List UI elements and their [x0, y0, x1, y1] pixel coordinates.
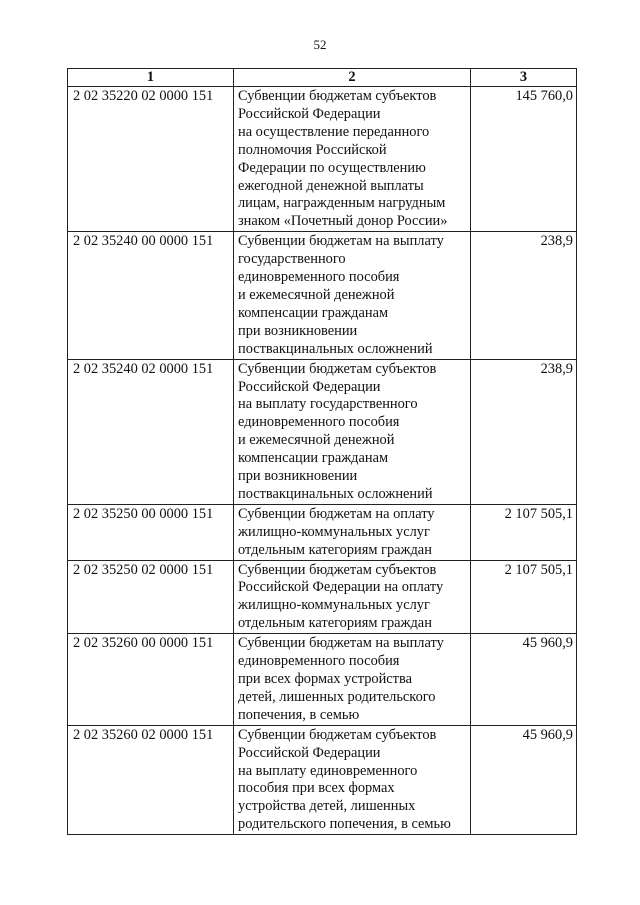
description-line: государственного	[238, 251, 346, 268]
description-line: жилищно-коммунальных услуг	[238, 523, 430, 540]
budget-code-cell: 2 02 35250 02 0000 151	[68, 560, 234, 634]
description-line: Российской Федерации	[238, 105, 381, 122]
page-number: 52	[313, 37, 327, 52]
description-line: Российской Федерации на оплату	[238, 579, 444, 596]
description-line: отдельным категориям граждан	[238, 615, 432, 632]
description-line: родительского попечения, в семью	[238, 816, 451, 833]
description-line: Федерации по осуществлению	[238, 159, 426, 176]
description-line: детей, лишенных родительского	[238, 688, 436, 705]
description-line: компенсации гражданам	[238, 450, 389, 467]
table-row	[68, 634, 577, 726]
description-line: компенсации гражданам	[238, 304, 389, 321]
amount-cell: 2 107 505,1	[471, 560, 577, 634]
table-row	[68, 87, 577, 232]
table-body	[68, 87, 577, 835]
description-line: Российской Федерации	[238, 378, 381, 395]
description-cell	[234, 725, 471, 834]
description-line: единовременного пособия	[238, 653, 400, 670]
description-line: жилищно-коммунальных услуг	[238, 597, 430, 614]
description-line: при возникновении	[238, 322, 358, 339]
budget-code-cell: 2 02 35250 00 0000 151	[68, 504, 234, 560]
amount-cell: 45 960,9	[471, 725, 577, 834]
amount-cell: 45 960,9	[471, 634, 577, 726]
table-row	[68, 725, 577, 834]
description-line: устройства детей, лишенных	[238, 798, 416, 815]
amount-cell: 238,9	[471, 359, 577, 504]
description-cell	[234, 232, 471, 359]
description-line: поствакцинальных осложнений	[238, 340, 433, 357]
description-line: Субвенции бюджетам на выплату	[238, 635, 444, 652]
description-line: при возникновении	[238, 468, 358, 485]
amount-cell: 2 107 505,1	[471, 504, 577, 560]
table-row	[68, 504, 577, 560]
amount-cell: 145 760,0	[471, 87, 577, 232]
budget-code-cell: 2 02 35240 00 0000 151	[68, 232, 234, 359]
description-line: единовременного пособия	[238, 269, 400, 286]
header-row	[68, 69, 577, 87]
description-line: Субвенции бюджетам субъектов	[238, 726, 437, 743]
description-line: на осуществление переданного	[238, 123, 430, 140]
description-line: полномочия Российской	[238, 141, 387, 158]
table-row	[68, 560, 577, 634]
description-line: попечения, в семью	[238, 706, 360, 723]
budget-code-cell: 2 02 35220 02 0000 151	[68, 87, 234, 232]
description-cell	[234, 87, 471, 232]
table-row	[68, 359, 577, 504]
column-header-1: 1	[68, 69, 234, 87]
description-cell	[234, 560, 471, 634]
description-cell	[234, 634, 471, 726]
description-line: поствакцинальных осложнений	[238, 485, 433, 502]
description-line: Субвенции бюджетам на оплату	[238, 505, 435, 522]
description-line: ежегодной денежной выплаты	[238, 177, 424, 194]
table-row	[68, 232, 577, 359]
description-line: Субвенции бюджетам на выплату	[238, 233, 444, 250]
description-line: Субвенции бюджетам субъектов	[238, 360, 437, 377]
description-cell	[234, 359, 471, 504]
description-line: при всех формах устройства	[238, 671, 412, 687]
description-line: на выплату государственного	[238, 396, 418, 413]
description-line: Субвенции бюджетам субъектов	[238, 561, 437, 578]
description-line: на выплату единовременного	[238, 762, 418, 779]
description-line: пособия при всех формах	[238, 780, 395, 797]
description-line: единовременного пособия	[238, 414, 400, 431]
description-cell	[234, 504, 471, 560]
description-line: лицам, награжденным нагрудным	[238, 195, 446, 212]
budget-code-cell: 2 02 35240 02 0000 151	[68, 359, 234, 504]
column-header-2: 2	[234, 69, 471, 87]
budget-code-cell: 2 02 35260 02 0000 151	[68, 725, 234, 834]
description-line: отдельным категориям граждан	[238, 541, 432, 558]
amount-cell: 238,9	[471, 232, 577, 359]
description-line: знаком «Почетный донор России»	[238, 213, 448, 230]
description-line: и ежемесячной денежной	[238, 286, 395, 303]
budget-code-cell: 2 02 35260 00 0000 151	[68, 634, 234, 726]
column-header-3: 3	[471, 69, 577, 87]
description-line: Субвенции бюджетам субъектов	[238, 88, 437, 104]
budget-table	[67, 68, 577, 835]
description-line: Российской Федерации	[238, 744, 381, 761]
description-line: и ежемесячной денежной	[238, 432, 395, 449]
